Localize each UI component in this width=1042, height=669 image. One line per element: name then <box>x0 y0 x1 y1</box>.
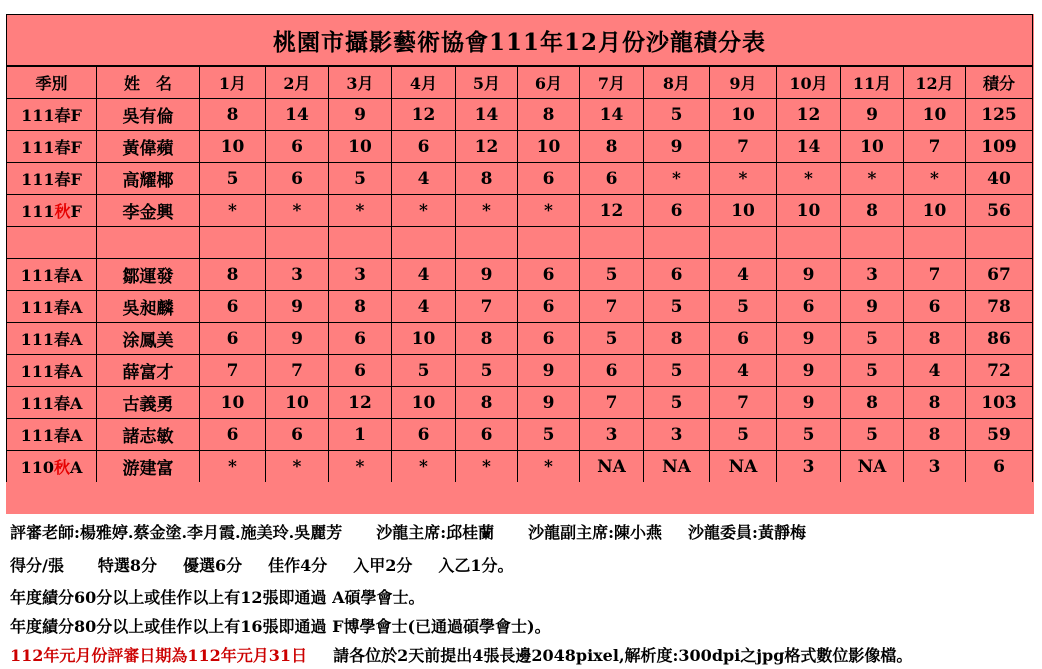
month-score-cell: 10 <box>904 99 966 131</box>
month-score-cell: 6 <box>580 163 644 195</box>
season-cell <box>7 99 97 131</box>
member-name-cell: 高耀椰 <box>97 163 200 195</box>
points-special: 特選8分 <box>97 556 157 575</box>
month-score-cell: 6 <box>329 323 392 355</box>
table-row <box>7 451 1033 483</box>
total-score-cell <box>966 227 1033 259</box>
season-mark: 春 <box>53 394 70 413</box>
total-score-cell: 78 <box>966 291 1033 323</box>
month-score-cell: 9 <box>644 131 710 163</box>
month-score-cell: 10 <box>392 387 456 419</box>
month-score-cell: 8 <box>580 131 644 163</box>
month-score-cell: NA <box>710 451 777 483</box>
month-score-cell <box>710 227 777 259</box>
header-cell: 2月 <box>266 67 329 99</box>
month-score-cell: 7 <box>580 387 644 419</box>
month-score-cell: 5 <box>710 419 777 451</box>
month-score-cell: 7 <box>710 131 777 163</box>
month-score-cell: 9 <box>777 259 841 291</box>
month-score-cell: 6 <box>518 163 580 195</box>
month-score-cell: 3 <box>777 451 841 483</box>
month-score-cell: 6 <box>266 131 329 163</box>
month-score-cell: 8 <box>644 323 710 355</box>
season-cell <box>7 387 97 419</box>
month-score-cell: 7 <box>710 387 777 419</box>
month-score-cell <box>329 227 392 259</box>
header-cell: 9月 <box>710 67 777 99</box>
season-suffix: A <box>70 458 83 477</box>
table-row <box>7 323 1033 355</box>
season-mark: 春 <box>53 266 70 285</box>
season-suffix: A <box>70 426 83 445</box>
sheet-title: 桃園市攝影藝術協會111年12月份沙龍積分表 <box>6 14 1033 66</box>
total-score-cell: 72 <box>966 355 1033 387</box>
month-score-cell: * <box>841 163 904 195</box>
member-name-cell: 諸志敏 <box>97 419 200 451</box>
month-score-cell <box>777 227 841 259</box>
season-suffix: A <box>70 362 83 381</box>
month-score-cell: * <box>266 195 329 227</box>
month-score-cell: * <box>392 195 456 227</box>
month-score-cell: * <box>200 195 266 227</box>
member-name-cell: 吳昶麟 <box>97 291 200 323</box>
month-score-cell: 5 <box>518 419 580 451</box>
season-cell <box>7 451 97 483</box>
season-suffix: A <box>70 394 83 413</box>
total-score-cell: 67 <box>966 259 1033 291</box>
month-score-cell: 12 <box>392 99 456 131</box>
month-score-cell: 6 <box>266 163 329 195</box>
month-score-cell: * <box>200 451 266 483</box>
month-score-cell: 8 <box>904 419 966 451</box>
month-score-cell: 4 <box>710 355 777 387</box>
season-suffix: F <box>70 202 82 221</box>
month-score-cell: 9 <box>518 355 580 387</box>
header-cell: 姓 名 <box>97 67 200 99</box>
month-score-cell: 6 <box>392 131 456 163</box>
rule-a-text: 年度績分60分以上或佳作以上有12張即通過 A碩學會士。 <box>10 588 425 607</box>
month-score-cell: 14 <box>456 99 518 131</box>
month-score-cell: 5 <box>644 291 710 323</box>
month-score-cell: 14 <box>266 99 329 131</box>
table-row <box>7 387 1033 419</box>
month-score-cell: 6 <box>904 291 966 323</box>
month-score-cell: 6 <box>518 323 580 355</box>
table-row <box>7 99 1033 131</box>
month-score-cell: 6 <box>200 323 266 355</box>
month-score-cell: 5 <box>580 259 644 291</box>
score-table <box>6 66 1033 483</box>
month-score-cell: 10 <box>392 323 456 355</box>
month-score-cell: 8 <box>904 323 966 355</box>
month-score-cell: 5 <box>710 291 777 323</box>
month-score-cell: 7 <box>200 355 266 387</box>
month-score-cell: * <box>456 451 518 483</box>
season-prefix: 111 <box>20 394 54 413</box>
month-score-cell <box>392 227 456 259</box>
chair-text: 沙龍主席:邱桂蘭 <box>376 523 495 542</box>
month-score-cell: 9 <box>266 291 329 323</box>
month-score-cell: 8 <box>841 387 904 419</box>
month-score-cell: 9 <box>518 387 580 419</box>
month-score-cell: * <box>904 163 966 195</box>
month-score-cell: 9 <box>777 323 841 355</box>
month-score-cell: 6 <box>392 419 456 451</box>
points-line <box>10 553 514 576</box>
month-score-cell: 9 <box>329 99 392 131</box>
season-prefix: 111 <box>20 362 54 381</box>
total-score-cell: 59 <box>966 419 1033 451</box>
member-name-cell: 古義勇 <box>97 387 200 419</box>
points-entry-b: 入乙1分。 <box>438 556 514 575</box>
month-score-cell: 4 <box>904 355 966 387</box>
month-score-cell: 10 <box>777 195 841 227</box>
header-cell: 4月 <box>392 67 456 99</box>
month-score-cell <box>456 227 518 259</box>
month-score-cell: 4 <box>392 259 456 291</box>
season-prefix: 111 <box>21 138 55 157</box>
rule-f-text: 年度績分80分以上或佳作以上有16張即通過 F博學會士(已通過碩學會士)。 <box>10 617 551 636</box>
member-name-cell <box>97 227 200 259</box>
month-score-cell: 3 <box>580 419 644 451</box>
month-score-cell: 5 <box>392 355 456 387</box>
season-mark: 秋 <box>53 458 70 477</box>
month-score-cell: 6 <box>518 259 580 291</box>
season-prefix: 111 <box>21 170 55 189</box>
month-score-cell <box>841 227 904 259</box>
season-suffix: F <box>70 170 82 189</box>
season-cell <box>7 259 97 291</box>
bottom-band <box>6 482 1033 514</box>
month-score-cell: 14 <box>580 99 644 131</box>
header-row <box>7 67 1033 99</box>
month-score-cell: 9 <box>841 291 904 323</box>
points-entry-a: 入甲2分 <box>353 556 413 575</box>
table-row <box>7 419 1033 451</box>
month-score-cell: 5 <box>580 323 644 355</box>
month-score-cell: * <box>392 451 456 483</box>
season-suffix: A <box>70 330 83 349</box>
header-cell: 7月 <box>580 67 644 99</box>
season-cell <box>7 163 97 195</box>
season-cell <box>7 323 97 355</box>
member-name-cell: 吳有倫 <box>97 99 200 131</box>
month-score-cell: * <box>456 195 518 227</box>
month-score-cell: 6 <box>200 291 266 323</box>
points-excellent: 優選6分 <box>183 556 243 575</box>
month-score-cell: * <box>266 451 329 483</box>
month-score-cell: 10 <box>200 131 266 163</box>
month-score-cell: 3 <box>904 451 966 483</box>
month-score-cell: NA <box>580 451 644 483</box>
month-score-cell: * <box>518 195 580 227</box>
month-score-cell: 5 <box>777 419 841 451</box>
member-name-cell: 游建富 <box>97 451 200 483</box>
month-score-cell: 5 <box>456 355 518 387</box>
month-score-cell: 10 <box>266 387 329 419</box>
month-score-cell: 8 <box>904 387 966 419</box>
header-cell: 10月 <box>777 67 841 99</box>
total-score-cell: 86 <box>966 323 1033 355</box>
deadline-instructions-text: 請各位於2天前提出4張長邊2048pixel,解析度:300dpi之jpg格式數位影像檔。 <box>333 646 913 665</box>
month-score-cell: 5 <box>200 163 266 195</box>
month-score-cell: 3 <box>329 259 392 291</box>
header-cell: 11月 <box>841 67 904 99</box>
month-score-cell: 8 <box>329 291 392 323</box>
month-score-cell: * <box>710 163 777 195</box>
total-score-cell: 125 <box>966 99 1033 131</box>
month-score-cell: 8 <box>456 163 518 195</box>
header-cell: 5月 <box>456 67 518 99</box>
header-cell: 積分 <box>966 67 1033 99</box>
month-score-cell: 6 <box>456 419 518 451</box>
month-score-cell: 8 <box>841 195 904 227</box>
member-name-cell: 薛富才 <box>97 355 200 387</box>
month-score-cell: 6 <box>200 419 266 451</box>
month-score-cell <box>200 227 266 259</box>
month-score-cell: 5 <box>841 419 904 451</box>
table-row <box>7 195 1033 227</box>
month-score-cell <box>580 227 644 259</box>
month-score-cell: 6 <box>644 195 710 227</box>
vice-chair-text: 沙龍副主席:陳小燕 <box>528 523 663 542</box>
total-score-cell: 109 <box>966 131 1033 163</box>
points-merit: 佳作4分 <box>268 556 328 575</box>
season-mark: 春 <box>54 106 71 125</box>
month-score-cell <box>266 227 329 259</box>
total-score-cell: 56 <box>966 195 1033 227</box>
month-score-cell: 8 <box>518 99 580 131</box>
month-score-cell: 9 <box>777 387 841 419</box>
header-cell: 3月 <box>329 67 392 99</box>
month-score-cell: * <box>329 195 392 227</box>
month-score-cell: 7 <box>904 259 966 291</box>
staff-line <box>10 520 806 543</box>
month-score-cell: 6 <box>329 355 392 387</box>
points-label: 得分/張 <box>10 556 64 575</box>
month-score-cell: 12 <box>580 195 644 227</box>
member-name-cell: 鄒運發 <box>97 259 200 291</box>
month-score-cell: 8 <box>200 99 266 131</box>
month-score-cell <box>518 227 580 259</box>
month-score-cell: 7 <box>456 291 518 323</box>
month-score-cell: * <box>644 163 710 195</box>
season-prefix: 111 <box>21 106 55 125</box>
season-prefix: 111 <box>21 202 55 221</box>
table-row <box>7 355 1033 387</box>
header-cell: 8月 <box>644 67 710 99</box>
member-name-cell: 李金興 <box>97 195 200 227</box>
month-score-cell: 10 <box>710 99 777 131</box>
month-score-cell: NA <box>841 451 904 483</box>
season-mark: 春 <box>53 330 70 349</box>
header-cell: 12月 <box>904 67 966 99</box>
month-score-cell: 8 <box>456 387 518 419</box>
month-score-cell: 6 <box>644 259 710 291</box>
deadline-date-text: 112年元月份評審日期為112年元月31日 <box>10 646 308 665</box>
season-cell <box>7 291 97 323</box>
month-score-cell: 6 <box>710 323 777 355</box>
season-cell <box>7 355 97 387</box>
month-score-cell: 3 <box>266 259 329 291</box>
month-score-cell <box>904 227 966 259</box>
season-mark: 春 <box>53 362 70 381</box>
season-prefix: 111 <box>20 298 54 317</box>
member-name-cell: 涂鳳美 <box>97 323 200 355</box>
month-score-cell: * <box>329 451 392 483</box>
month-score-cell: 5 <box>841 355 904 387</box>
season-suffix: A <box>70 266 83 285</box>
season-suffix: F <box>70 106 82 125</box>
season-prefix: 110 <box>20 458 54 477</box>
table-row <box>7 227 1033 259</box>
score-body <box>7 99 1033 483</box>
table-row <box>7 131 1033 163</box>
season-prefix: 111 <box>20 426 54 445</box>
month-score-cell: 10 <box>710 195 777 227</box>
month-score-cell: 5 <box>329 163 392 195</box>
month-score-cell: 5 <box>644 99 710 131</box>
month-score-cell: 5 <box>644 387 710 419</box>
month-score-cell: 7 <box>904 131 966 163</box>
month-score-cell: 6 <box>580 355 644 387</box>
total-score-cell: 40 <box>966 163 1033 195</box>
season-cell <box>7 195 97 227</box>
month-score-cell: 10 <box>518 131 580 163</box>
table-row <box>7 291 1033 323</box>
month-score-cell: 10 <box>904 195 966 227</box>
season-cell <box>7 227 97 259</box>
month-score-cell: 9 <box>841 99 904 131</box>
header-cell: 6月 <box>518 67 580 99</box>
month-score-cell: 10 <box>329 131 392 163</box>
season-prefix: 111 <box>20 330 54 349</box>
month-score-cell: 5 <box>644 355 710 387</box>
season-suffix: F <box>70 138 82 157</box>
month-score-cell: 7 <box>580 291 644 323</box>
member-text: 沙龍委員:黃靜梅 <box>688 523 806 542</box>
month-score-cell: 3 <box>644 419 710 451</box>
month-score-cell: 10 <box>841 131 904 163</box>
season-mark: 春 <box>54 138 71 157</box>
season-mark: 秋 <box>54 202 71 221</box>
month-score-cell: 14 <box>777 131 841 163</box>
header-cell: 1月 <box>200 67 266 99</box>
month-score-cell: 12 <box>329 387 392 419</box>
member-name-cell: 黃偉蘋 <box>97 131 200 163</box>
month-score-cell: 12 <box>456 131 518 163</box>
table-row <box>7 259 1033 291</box>
judges-text: 評審老師:楊雅婷.蔡金塗.李月霞.施美玲.吳麗芳 <box>10 523 343 542</box>
season-cell <box>7 419 97 451</box>
table-row <box>7 163 1033 195</box>
month-score-cell: 8 <box>200 259 266 291</box>
month-score-cell: 4 <box>710 259 777 291</box>
total-score-cell: 103 <box>966 387 1033 419</box>
month-score-cell: 6 <box>777 291 841 323</box>
month-score-cell: 6 <box>266 419 329 451</box>
month-score-cell: 3 <box>841 259 904 291</box>
season-suffix: A <box>70 298 83 317</box>
month-score-cell: 7 <box>266 355 329 387</box>
season-mark: 春 <box>53 426 70 445</box>
month-score-cell: * <box>777 163 841 195</box>
month-score-cell: 9 <box>266 323 329 355</box>
season-prefix: 111 <box>20 266 54 285</box>
header-cell: 季別 <box>7 67 97 99</box>
deadline-line <box>10 643 912 666</box>
month-score-cell: 8 <box>456 323 518 355</box>
season-cell <box>7 131 97 163</box>
month-score-cell: 5 <box>841 323 904 355</box>
month-score-cell: 4 <box>392 291 456 323</box>
month-score-cell: 6 <box>518 291 580 323</box>
month-score-cell: 10 <box>200 387 266 419</box>
total-score-cell: 6 <box>966 451 1033 483</box>
month-score-cell: 1 <box>329 419 392 451</box>
month-score-cell: 12 <box>777 99 841 131</box>
month-score-cell: 9 <box>777 355 841 387</box>
month-score-cell: NA <box>644 451 710 483</box>
month-score-cell <box>644 227 710 259</box>
season-mark: 春 <box>53 298 70 317</box>
month-score-cell: 9 <box>456 259 518 291</box>
month-score-cell: * <box>518 451 580 483</box>
season-mark: 春 <box>54 170 71 189</box>
month-score-cell: 4 <box>392 163 456 195</box>
